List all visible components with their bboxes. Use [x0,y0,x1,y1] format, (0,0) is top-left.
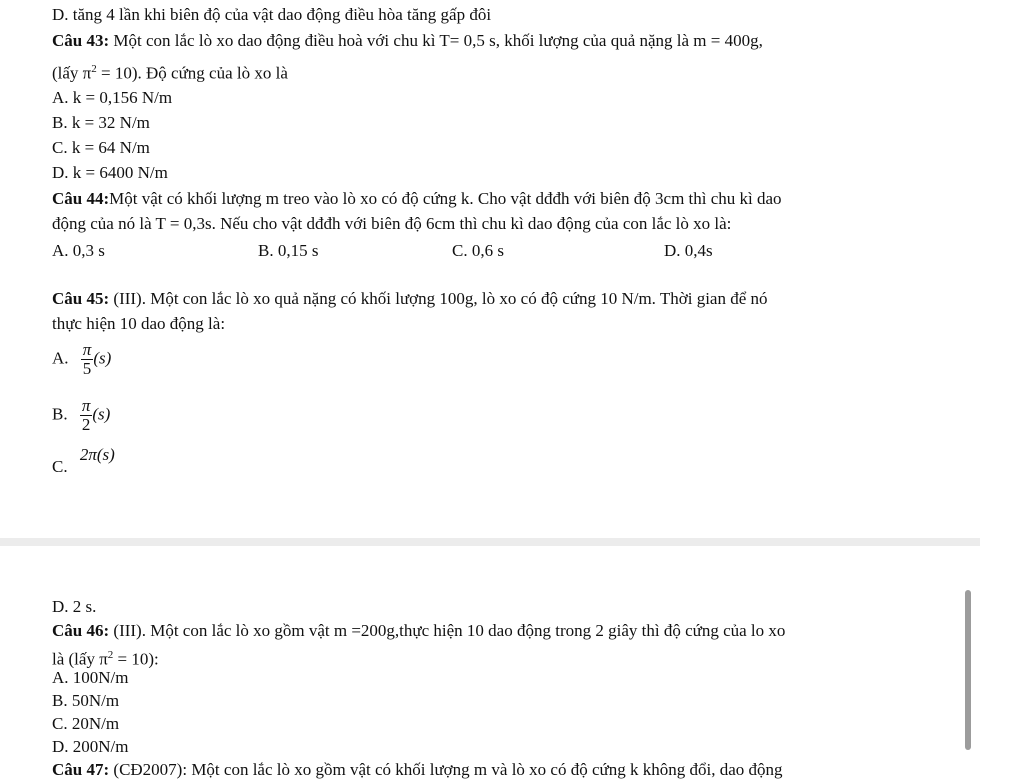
question-45-option-c [52,445,115,476]
question-44-stem-line2: động của nó là T = 0,3s. Nếu cho vật dđđh với biên độ 6cm thì chu kì dao động của con lắc lò xo là: [52,214,732,233]
question-45-option-a-fraction [81,341,94,378]
question-47-label: Câu 47: [52,760,110,779]
document-page-2 [0,546,980,784]
previous-option-d: D. tăng 4 lần khi biên độ của vật dao động điều hòa tăng gấp đôi [52,5,492,24]
question-45-text: (III). Một con lắc lò xo quả nặng có khối lượng 100g, lò xo có độ cứng 10 N/m. Thời gian để nó [109,289,768,308]
question-44-option-d: D. 0,4s [664,241,713,260]
question-43-stem-line2 [52,58,288,85]
question-45-option-a-label: A. [52,348,69,368]
question-44-label: Câu 44: [52,189,110,208]
question-46-option-b: B. 50N/m [52,691,120,710]
question-43-option-b: B. k = 32 N/m [52,113,150,132]
question-45-option-b-unit: (s) [92,404,111,424]
question-46-sup: 2 [107,649,114,661]
question-45-option-a [52,341,111,378]
question-45-option-d: D. 2 s. [52,597,97,616]
question-46-option-a: A. 100N/m [52,668,129,687]
right-margin [980,0,1024,784]
question-43-option-c: C. k = 64 N/m [52,138,150,157]
question-43-option-d: D. k = 6400 N/m [52,163,168,182]
question-47-text: (CĐ2007): Một con lắc lò xo gồm vật có khối lượng m và lò xo có độ cứng k không đổi, dao động [109,760,783,779]
vertical-scrollbar-thumb[interactable] [965,590,971,750]
question-45-option-c-label: C. [52,457,68,476]
question-43-option-a: A. k = 0,156 N/m [52,88,173,107]
question-47-stem [52,759,783,781]
question-45-option-b-denominator: 2 [81,415,91,434]
question-43-stem [52,30,763,52]
question-46-text: (III). Một con lắc lò xo gồm vật m =200g,thực hiện 10 dao động trong 2 giây thì độ cứng của lo xo [109,621,786,640]
question-44-text: Một vật có khối lượng m treo vào lò xo có độ cứng k. Cho vật dđđh với biên độ 3cm thì chu kì dao [109,189,782,208]
question-45-option-a-unit: (s) [93,348,112,368]
question-43-text: Một con lắc lò xo dao động điều hoà với chu kì T= 0,5 s, khối lượng của quả nặng là m = 400g, [109,31,763,50]
question-45-option-b-numerator: π [81,396,91,415]
question-45-stem-line2: thực hiện 10 dao động là: [52,314,226,333]
question-46-option-c: C. 20N/m [52,714,120,733]
question-43-label: Câu 43: [52,31,110,50]
question-45-option-a-denominator: 5 [82,359,92,378]
question-43-text2a: (lấy π [52,63,92,83]
question-45-option-c-value: 2π(s) [79,445,115,464]
question-45-option-b-label: B. [52,404,68,424]
question-43-sup: 2 [91,63,97,75]
question-46-stem [52,620,785,642]
question-44-option-b: B. 0,15 s [258,241,319,260]
question-46-option-d: D. 200N/m [52,737,129,756]
question-44-option-a: A. 0,3 s [52,241,105,260]
question-45-option-a-numerator: π [82,340,92,359]
question-44-stem [52,188,782,210]
question-46-label: Câu 46: [52,621,110,640]
question-46-text2a: là (lấy π [52,649,108,669]
question-43-text2b: = 10). Độ cứng của lò xo là [96,63,288,83]
question-45-option-b-fraction [80,397,93,434]
question-45-option-b [52,397,110,434]
question-45-label: Câu 45: [52,289,110,308]
question-46-text2b: = 10): [113,649,159,669]
question-44-option-c: C. 0,6 s [452,241,504,260]
page-separator [0,538,1024,546]
question-45-stem [52,288,768,310]
